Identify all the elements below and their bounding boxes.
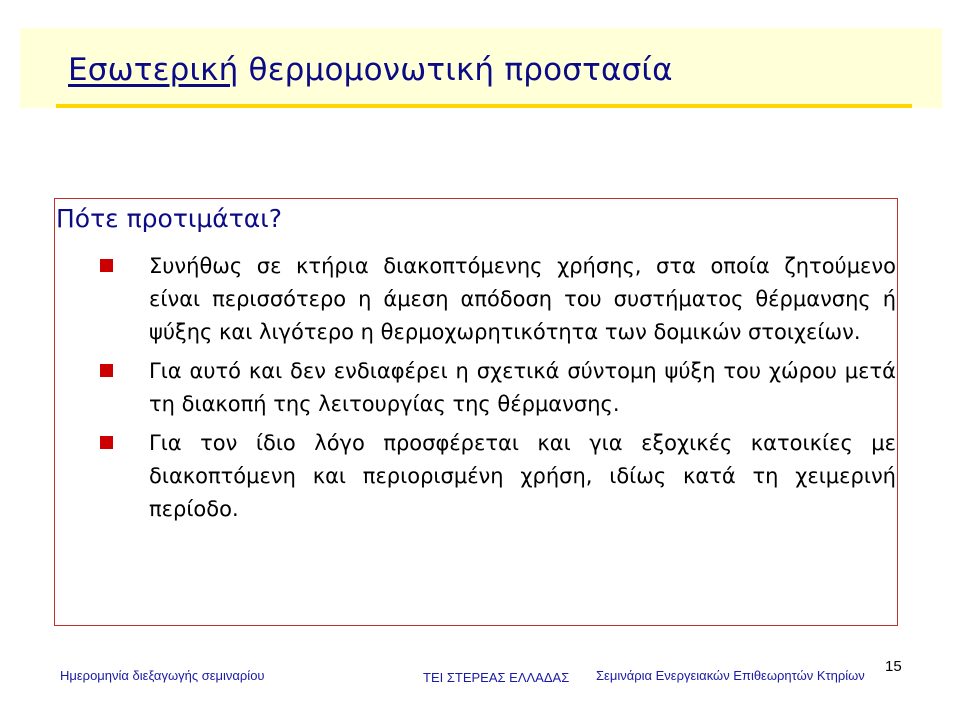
bullet-item: [96, 427, 896, 526]
footer-date: Ημερομηνία διεξαγωγής σεμιναρίου: [60, 668, 265, 683]
bullet-text: Συνήθως σε κτήρια διακοπτόμενης χρήσης, στα οποία ζητούμενο είναι περισσότερο η άμεση απόδοση του συστήματος θέρμανσης ή ψύξης και λιγότερο η θερμοχωρητικότητα των δομικών στοιχείων.: [149, 254, 896, 344]
bullet-text: Για τον ίδιο λόγο προσφέρεται και για εξοχικές κατοικίες με διακοπτόμενη και περιορισμένη χρήση, ιδίως κατά τη χειμερινή περίοδο.: [149, 431, 896, 521]
bullet-item: [96, 250, 896, 349]
square-bullet-icon: [100, 436, 113, 449]
bullet-item: [96, 355, 896, 421]
footer-institution: ΤΕΙ ΣΤΕΡΕΑΣ ΕΛΛΑΔΑΣ: [423, 670, 570, 685]
bullet-text: Για αυτό και δεν ενδιαφέρει η σχετικά σύντομη ψύξη του χώρου μετά τη διακοπή της λειτουργίας της θέρμανσης.: [149, 359, 896, 416]
bullet-list: [96, 250, 896, 532]
slide-title-underlined: Εσωτερική: [68, 52, 239, 88]
slide-title: [68, 52, 673, 88]
slide-subtitle: Πότε προτιμάται?: [56, 204, 288, 233]
page-number: 15: [885, 658, 902, 675]
slide-title-rest: θερμομονωτική προστασία: [238, 52, 673, 88]
square-bullet-icon: [100, 259, 113, 272]
title-divider: [56, 104, 912, 108]
footer-seminar: Σεμινάρια Ενεργειακών Επιθεωρητών Κτηρίων: [596, 668, 865, 683]
square-bullet-icon: [100, 364, 113, 377]
